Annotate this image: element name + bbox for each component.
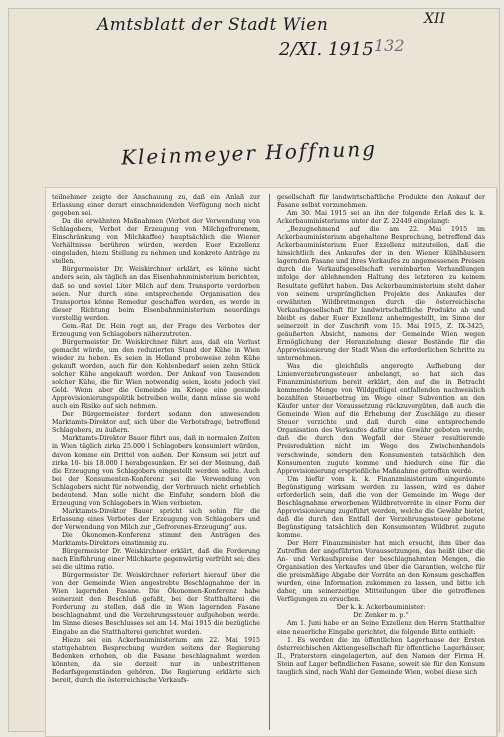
handwritten-page-number: 132: [374, 36, 405, 55]
article-paragraph: Bürgermeister Dr. Weiskirchner führt aus, daß ein Verlust gemacht würde, um den reduzierten Stand der Kühe in Wien wieder zu heben. Es seien in Holland probeweise zehn Kühe gekauft worden, auch für den Kohlenbedarf seien zehn Stück solcher Kühe angekauft worden. Der Ankauf von Tausenden solcher Kühe, die für Wien notwendig seien, koste jedoch viel Geld. Wenn aber die Gemeinde im Kriege eine gesunde Approvisionierungspolitik betreiben wolle, dann müsse sie wohl auch ein Risiko auf sich nehmen.: [52, 338, 260, 411]
article-paragraph: Am 30. Mai 1915 sei an ihn der folgende Erlaß des k. k. Ackerbauministeriums unter der Z. 22449 eingelangt:: [277, 210, 485, 226]
article-paragraph: Hiezu sei ein Ackerbauministerium am 22. Mai 1915 stattgehabten Besprechung wurden seitens der Regierung Bedenken erhoben, ob die Fasane beschlagnahmt werden könnten, da sie derzeit nur in unbestrittenen Bedarfsgegenständen gehören. Die Regierung erklärte sich bereit, durch die österreichische Verkaufs-: [52, 636, 260, 684]
article-right-column: [277, 194, 485, 730]
column-divider: [269, 194, 270, 730]
handwritten-date: 2/XI. 1915: [279, 39, 374, 60]
article-paragraph: Dr. Zenker m. p.“: [353, 612, 409, 620]
article-paragraph: Da die erwähnten Maßnahmen (Verbot der Verwendung von Schlagobers, Verbot der Erzeugung von Milchgefrorenem, Einschränkung von Milchkaffee) hauptsächlich die Wiener Verhältnisse berühren würden, werden Euer Exzellenz eingeladen, hiezu Stellung zu nehmen und konkrete Anträge zu stellen.: [52, 218, 260, 266]
handwritten-volume: XII: [424, 11, 446, 27]
article-paragraph: „Bezugnehmend auf die am 22. Mai 1915 im Ackerbauministerium abgehaltene Besprechung, betreffend das Ackerbauministerium Euer Exzellenz mitzuteilen, daß die hinsichtlich des Ankaufes der in den Wiener Kühlhäusern lagernden Fasane und ihres Verkaufes zu angemessenen Preisen durch die Verkaufsgesellschaft vereinbarten Verhandlungen infolge der ablehnenden Haltung des letzteren zu keinem Resultate geführt haben. Das Ackerbauministerium steht daher von seinem ursprünglichen Projekte des Ankaufes der erwähnten Wildbretmengen durch die österreichische Verkaufsgesellschaft für landwirtschaftliche Produkte ab und bleibt es daher Euer Exzellenz anheimgestellt, im Sinne der seinerzeit in der Zuschrift vom 15. Mai 1915, Z. IX-3425, geäußerten Absicht, namens der Gemeinde Wien wegen Ermöglichung der Heranziehung dieser Bestände für die Approvisionierung der Stadt Wien die erforderlichen Schritte zu unternehmen.: [277, 226, 485, 362]
article-paragraph: Der Bürgermeister fordert sodann den anwesenden Marktamts-Direktor auf, sich über die Verbotsfrage, betreffend Schlagobers, zu äußern.: [52, 411, 260, 435]
article-paragraph: Marktamts-Direktor Bauer spricht sich sohin für die Erlassung eines Verbotes der Erzeugung von Schlagobers und der Verwendung von Milch zur „Gefrorenes-Erzeugung“ aus.: [52, 507, 260, 531]
newspaper-clipping: [45, 187, 497, 737]
handwritten-signature: Kleinmeyer Hoffnung: [120, 136, 378, 170]
article-paragraph: Bürgermeister Dr. Weiskirchner referiert hierauf über die von der Gemeinde Wien angestrebte Beschlagnahme der in Wien lagernden Fasane. Die Ökonomen-Konferenz habe seinerzeit den Beschluß gefaßt, bei der Statthalterei die Forderung zu stellen, daß die in Wien lagernden Fasane beschlagnahmt und die Verzehrungssteuer aufgehoben werde. Im Sinne dieses Beschlusses sei am 14. Mai 1915 die bezügliche Eingabe an die Statthalterei gerichtet worden.: [52, 572, 260, 636]
handwritten-header: Amtsblatt der Stadt Wien: [97, 15, 329, 35]
article-paragraph: Gem.-Rat Dr. Hein regt an, der Frage des Verbotes der Erzeugung von Schlagobers näherzutreten.: [52, 322, 260, 338]
article-paragraph: teilnehmer zeigte der Anschauung zu, daß ein Anlaß zur Erlassung einer derart einschneidenden Verfügung noch nicht gegeben sei.: [52, 194, 260, 218]
article-paragraph: Der k. k. Ackerbauminister:: [336, 604, 426, 612]
article-paragraph: Marktamts-Direktor Bauer führt aus, daß in normalen Zeiten in Wien täglich zirka 25.000 l Schlagobers konsumiert würden, davon komme ein Drittel von außen. Der Konsum sei jetzt auf zirka 10- bis 18.000 l herabgesunken. Er sei der Meinung, daß die Erzeugung von Schlagobers eingestellt werden sollte. Auch bei der Konsumenten-Konferenz sei die Verwendung von Schlagobers nicht für notwendig, der Verbrauch nicht erheblich bedeutend. Man solle nicht die Einfuhr, sondern bloß die Erzeugung von Schlagobers in Wien verbieten.: [52, 435, 260, 507]
article-paragraph: 1. Es werden die im öffentlichen Lagerhause der Ersten österreichischen Aktiengesellschaft für öffentliche Lagerhäuser, II., Praterstern eingelagerten, auf den Namen der Firma H. Stein auf Lager befindlichen Fasane, soweit sie für den Konsum tauglich sind, nach Wahl der Gemeinde Wien, wobei diese sich: [277, 636, 485, 676]
article-paragraph: Was die gleichfalls angeregte Aufhebung der Linienverzehrungssteuer anbelangt, so hat sich das Finanzministerium bereit erklärt, den auf die in Betracht kommende Menge von Wildgeflügel entfallenden nachweislich bezahlten Steuerbetrag im Wege einer Subvention an den Käufer unter der Voraussetzung rückzuvergüten, daß auch die Gemeinde Wien auf die Erhebung der Zuschläge zu dieser Steuer verzichte und daß durch eine entsprechende Organisation des Verkaufes dafür eine Gewähr geboten werde, daß die durch den Wegfall der Steuer resultierende Preisreduktion nicht im Wege des Zwischenhandels verschwinde, sondern den Konsumenten tatsächlich den Konsumenten zugute komme und hiedurch eine für die Approvisionierung ersprießliche Maßnahme getroffen werde.: [277, 362, 485, 475]
article-paragraph: Bürgermeister Dr. Weiskirchner erklärt, es könne nicht anders sein, als täglich an das Eisenbahnministerium berichten, daß so und soviel Liter Milch auf dem Transporte verdorben seien. Nur durch eine entsprechende Organisation des Transportes könne Remedur geschaffen werden, es werde in dieser Richtung beim Eisenbahnministerium neuerdings vorstellig werden.: [52, 266, 260, 322]
article-paragraph: Um hiefür vom k. k. Finanzministerium eingeräumte Begünstigung wirksam werden zu lassen, wird es daher erforderlich sein, daß die von der Gemeinde im Wege der Beschlagnahme erworbenen Wildbretvorräte in einer Form der Approvisionierung zugeführt werden, welche die Gewähr bietet, daß die durch den Entfall der Verzehrungssteuer gebotene Begünstigung tatsächlich den Konsumenten Wildbret zugute komme.: [277, 475, 485, 539]
article-left-column: [52, 194, 260, 730]
article-paragraph: Der Herr Finanzminister hat mich ersucht, ihm über das Zutreffen der angeführten Voraussetzungen, das heißt über die An- und Verkaufspreise der beschlagnahmten Mengen, die Organisation des Verkaufes und über die Garantien, welche für die preismäßige Abgabe der Vorräte an den Konsum geschaffen wurden, eine Information zukommen zu lassen, und bitte ich daher, um seinerzeitige Mitteilungen über die getroffenen Verfügungen zu ersuchen.: [277, 540, 485, 604]
article-paragraph: gesellschaft für landwirtschaftliche Produkte den Ankauf der Fasane selbst vorzunehmen.: [277, 194, 485, 210]
article-paragraph: Die Ökonomen-Konferenz stimmt den Anträgen des Marktamts-Direktors einstimmig zu.: [52, 531, 260, 548]
article-paragraph: Am 1. Juni habe er an Seine Exzellenz den Herrn Statthalter eine neuerliche Eingabe gerichtet, die folgende Bitte enthielt:: [277, 620, 485, 636]
article-paragraph: Bürgermeister Dr. Weiskirchner erklärt, daß die Forderung nach Einführung einer Milchkarte gegenwärtig verfrüht sei; dies sei die ultima ratio.: [52, 548, 260, 572]
archive-sheet: [8, 8, 500, 732]
